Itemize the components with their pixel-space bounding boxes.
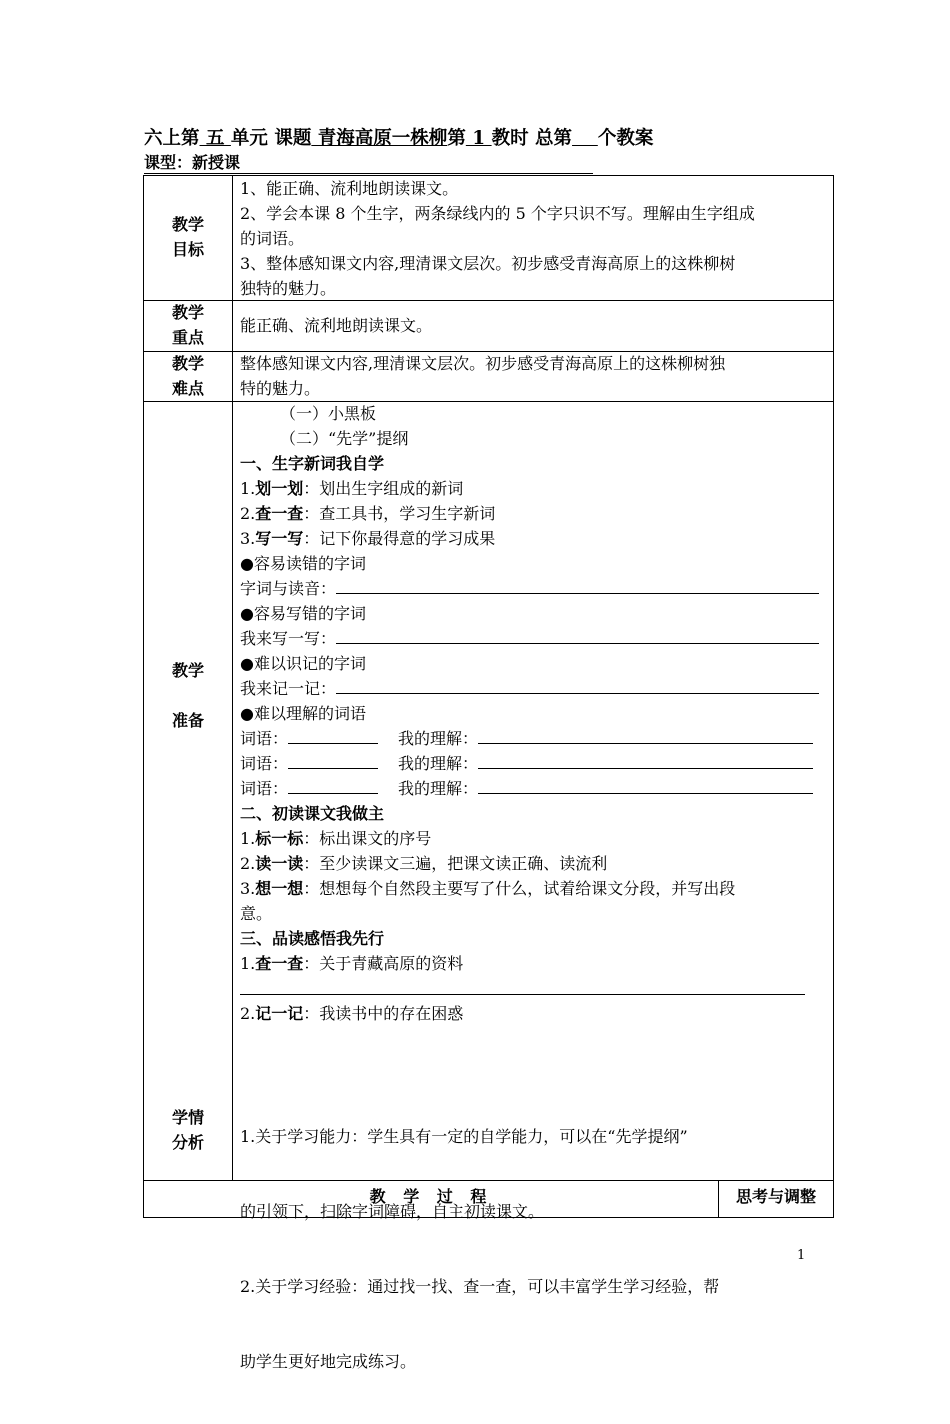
analysis-content [240, 1074, 830, 1424]
total-plan-number [572, 128, 598, 149]
section-heading: 二、初读课文我做主 [240, 804, 385, 823]
analysis-label-line2: 分析 [171, 1133, 204, 1152]
step-item [240, 951, 830, 976]
word-blank [288, 727, 378, 744]
word-label: 词语： [240, 729, 289, 748]
step-text: ：关于青藏高原的资料 [303, 954, 464, 973]
goal-line: 独特的魅力。 [240, 279, 337, 298]
analysis-label [144, 1105, 232, 1155]
understanding-label: 我的理解： [398, 754, 479, 773]
fill-label: 我来写一写： [240, 629, 337, 648]
step-text: ：我读书中的存在困惑 [303, 1004, 464, 1023]
reflection-header: 思考与调整 [735, 1187, 816, 1206]
understanding-blank [478, 727, 813, 744]
word-blank [288, 777, 378, 794]
bullet-item: ●容易写错的字词 [240, 604, 366, 623]
difficulty-label-line2: 难点 [171, 379, 204, 398]
understanding-blank [478, 777, 813, 794]
difficulty-line: 整体感知课文内容,理清课文层次。初步感受青海高原上的这株柳树独 [240, 354, 726, 373]
prep-label-line1: 教学 [171, 661, 204, 680]
goals-content [240, 176, 830, 301]
step-keyword: 查一查 [255, 504, 304, 523]
answer-blank [240, 976, 805, 995]
header-text-5: 个教案 [597, 128, 654, 149]
bullet-item: ●容易读错的字词 [240, 554, 366, 573]
analysis-line: 1.关于学习能力：学生具有一定的自学能力，可以在“先学提纲” [240, 1127, 688, 1146]
bullet-item: ●难以理解的词语 [240, 704, 366, 723]
step-keyword: 读一读 [255, 854, 304, 873]
difficulty-line: 特的魅力。 [240, 379, 321, 398]
unit-number: 五 [199, 128, 231, 149]
analysis-line: 2.关于学习经验：通过找一找、查一查，可以丰富学生学习经验，帮 [240, 1277, 720, 1296]
fill-blank [336, 627, 819, 644]
step-item [240, 826, 830, 851]
understanding-blank [478, 752, 813, 769]
goal-line: 的词语。 [240, 229, 305, 248]
step-number: 3. [240, 529, 256, 548]
goals-label-line1: 教学 [171, 215, 204, 234]
teaching-process-header: 教 学 过 程 [369, 1187, 493, 1206]
step-item [240, 876, 830, 901]
step-text: ：查工具书，学习生字新词 [303, 504, 496, 523]
key-label-line1: 教学 [171, 303, 204, 322]
fill-label: 我来记一记： [240, 679, 337, 698]
lesson-plan-table [143, 175, 834, 1371]
column-divider [232, 176, 233, 1180]
fill-line [240, 626, 830, 651]
course-type: 课型：新授课 [144, 153, 593, 174]
fill-line [240, 676, 830, 701]
difficulty-label-line1: 教学 [171, 354, 204, 373]
section-heading: 三、品读感悟我先行 [240, 929, 385, 948]
goal-line: 2、学会本课 8 个生字，两条绿线内的 5 个字只识不写。理解由生字组成 [240, 204, 755, 223]
lesson-period: 1 [465, 128, 492, 149]
goal-line: 3、整体感知课文内容,理清课文层次。初步感受青海高原上的这株柳树 [240, 254, 736, 273]
header-text-4: 教时 总第 [491, 128, 573, 149]
step-keyword: 写一写 [255, 529, 304, 548]
key-point-label [144, 300, 232, 350]
section-heading: 一、生字新词我自学 [240, 454, 385, 473]
step-keyword: 查一查 [255, 954, 304, 973]
step-number: 1. [240, 479, 256, 498]
step-item [240, 501, 830, 526]
step-number: 3. [240, 879, 256, 898]
header-text-3: 第 [447, 128, 466, 149]
key-point-content [240, 313, 830, 338]
step-keyword: 划一划 [255, 479, 304, 498]
word-understanding-line [240, 776, 830, 801]
step-text: ：至少读课文三遍，把课文读正确、读流利 [303, 854, 608, 873]
fill-blank [336, 577, 819, 594]
bullet-item: ●难以识记的字词 [240, 654, 366, 673]
word-understanding-line [240, 751, 830, 776]
step-number: 2. [240, 1004, 256, 1023]
fill-blank [336, 677, 819, 694]
prep-label-line2: 准备 [171, 711, 204, 730]
step-keyword: 记一记 [255, 1004, 304, 1023]
step-number: 1. [240, 829, 256, 848]
goals-label [144, 212, 232, 262]
word-label: 词语： [240, 754, 289, 773]
word-blank [288, 752, 378, 769]
prep-item: （二）“先学”提纲 [280, 429, 409, 448]
header-text-1: 六上第 [144, 128, 200, 149]
step-number: 2. [240, 504, 256, 523]
understanding-label: 我的理解： [398, 729, 479, 748]
key-point-text: 能正确、流利地朗读课文。 [240, 316, 433, 335]
step-number: 2. [240, 854, 256, 873]
step-text: ：标出课文的序号 [303, 829, 432, 848]
prep-item: （一）小黑板 [280, 404, 377, 423]
step-item [240, 851, 830, 876]
fill-label: 字词与读音： [240, 579, 337, 598]
word-understanding-line [240, 726, 830, 751]
difficulty-label [144, 351, 232, 401]
step-item [240, 476, 830, 501]
step-text: ：记下你最得意的学习成果 [303, 529, 496, 548]
step-number: 1. [240, 954, 256, 973]
step-text: ：划出生字组成的新词 [303, 479, 464, 498]
preparation-content [240, 401, 830, 1026]
step-item [240, 526, 830, 551]
step-item [240, 1001, 830, 1026]
analysis-line: 助学生更好地完成练习。 [240, 1352, 417, 1371]
fill-line [240, 576, 830, 601]
preparation-label [144, 658, 232, 733]
page-number: 1 [797, 1248, 806, 1263]
analysis-label-line1: 学情 [171, 1108, 204, 1127]
lesson-plan-header [144, 124, 653, 150]
goals-label-line2: 目标 [171, 240, 204, 259]
goal-line: 1、能正确、流利地朗读课文。 [240, 179, 459, 198]
step-continuation: 意。 [240, 904, 273, 923]
word-label: 词语： [240, 779, 289, 798]
understanding-label: 我的理解： [398, 779, 479, 798]
header-text-2: 单元 课题 [230, 128, 312, 149]
step-keyword: 标一标 [255, 829, 304, 848]
blank-answer-line [240, 976, 830, 1001]
step-text: ：想想每个自然段主要写了什么，试着给课文分段，并写出段 [303, 879, 736, 898]
step-keyword: 想一想 [255, 879, 304, 898]
difficulty-content [240, 351, 830, 401]
analysis-line: 的引领下，扫除字词障碍，自主初读课文。 [240, 1202, 545, 1221]
lesson-title: 青海高原一株柳 [311, 128, 448, 149]
key-label-line2: 重点 [171, 328, 204, 347]
